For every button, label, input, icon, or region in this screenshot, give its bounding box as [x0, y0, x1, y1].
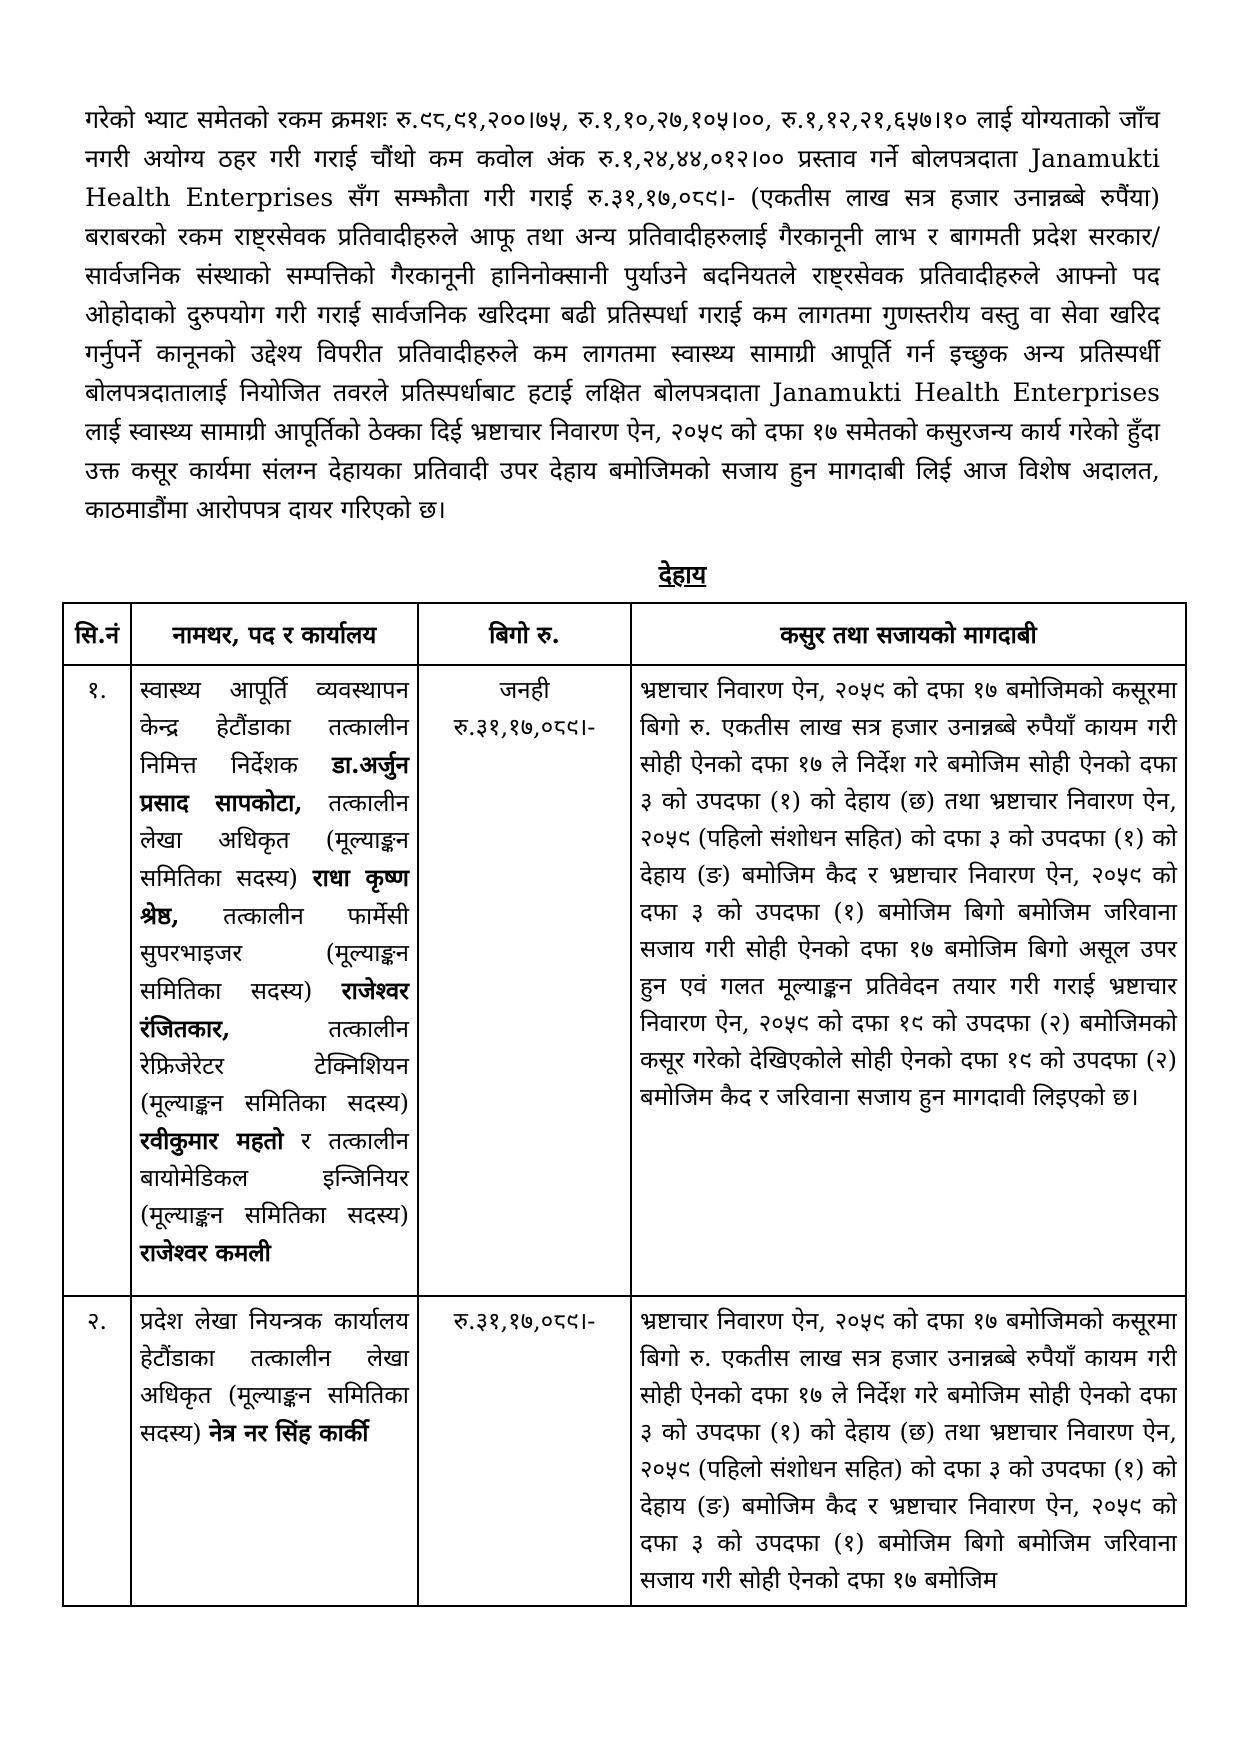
amount-line: रु.३१,१७,०८९।-	[453, 1307, 596, 1335]
header-offense-and-penalty: कसुर तथा सजायको मागदाबी	[631, 603, 1186, 665]
amount-cell	[418, 1296, 631, 1606]
charge-text-truncated: भ्रष्टाचार निवारण ऐन, २०५९ को दफा १७ बमोजिमको कसूरमा बिगो रु. एकतीस लाख सत्र हजार उनान्नब्बे रुपैयाँ कायम गरी सोही ऐनको दफा १७ ले निर्देश गरे बमोजिम सोही ऐनको दफा ३ को उपदफा (१) को देहाय (छ) तथा भ्रष्टाचार निवारण ऐन, २०५९ (पहिलो संशोधन सहित) को दफा ३ को उपदफा (१) को देहाय (ङ) बमोजिम कैद र भ्रष्टाचार निवारण ऐन, २०५९ को दफा ३ को उपदफा (१) बमोजिम बिगो बमोजिम जरिवाना सजाय गरी सोही ऐनको दफा १७ बमोजिम	[640, 1307, 1177, 1594]
charges-table	[62, 602, 1187, 1607]
header-claim-amount: बिगो रु.	[418, 603, 631, 665]
amount-line: रु.३१,१७,०८९।-	[453, 713, 596, 741]
defendant-name-text: स्वास्थ्य आपूर्ति व्यवस्थापन केन्द्र हेटौंडाका तत्कालीन निमित्त निर्देशक डा.अर्जुन प्रसाद सापकोटा, तत्कालीन लेखा अधिकृत (मूल्याङ्कन समितिका सदस्य) राधा कृष्ण श्रेष्ठ, तत्कालीन फार्मेसी सुपरभाइजर (मूल्याङ्कन समितिका सदस्य) राजेश्वर रंजितकार, तत्कालीन रेफ्रिजेरेटर टेक्निशियन (मूल्याङ्कन समितिका सदस्य) रवीकुमार महतो र तत्कालीन बायोमेडिकल इन्जिनियर (मूल्याङ्कन समितिका सदस्य) राजेश्वर कमली	[140, 676, 409, 1267]
defendant-name-cell	[131, 1296, 418, 1606]
header-serial-number: सि.नं	[63, 603, 131, 665]
defendant-name-cell	[131, 665, 418, 1296]
amount-cell	[418, 665, 631, 1296]
serial-number-cell: २.	[63, 1296, 131, 1606]
serial-number-cell: १.	[63, 665, 131, 1296]
table-row	[63, 1296, 1186, 1606]
header-name-post-office: नामथर, पद र कार्यालय	[131, 603, 418, 665]
table-title: देहाय	[658, 560, 707, 589]
intro-paragraph: गरेको भ्याट समेतको रकम क्रमशः रु.९८,९१,२००।७५, रु.१,१०,२७,१०५।००, रु.१,१२,२१,६५७।१० लाई योग्यताको जाँच नगरी अयोग्य ठहर गरी गराई चौंथो कम कवोल अंक रु.१,२४,४४,०१२।०० प्रस्ताव गर्ने बोलपत्रदाता Janamukti Health Enterprises सँग सम्झौता गरी गराई रु.३१,१७,०८९।- (एकतीस लाख सत्र हजार उनान्नब्बे रुपैंया) बराबरको रकम राष्ट्रसेवक प्रतिवादीहरुले आफू तथा अन्य प्रतिवादीहरुलाई गैरकानूनी लाभ र बागमती प्रदेश सरकार/सार्वजनिक संस्थाको सम्पत्तिको गैरकानूनी हानिनोक्सानी पुर्याउने बदनियतले राष्ट्रसेवक प्रतिवादीहरुले आफ्नो पद ओहोदाको दुरुपयोग गरी गराई सार्वजनिक खरिदमा बढी प्रतिस्पर्धा गराई कम लागतमा गुणस्तरीय वस्तु वा सेवा खरिद गर्नुपर्ने कानूनको उद्देश्य विपरीत प्रतिवादीहरुले कम लागतमा स्वास्थ्य सामाग्री आपूर्ति गर्न इच्छुक अन्य प्रतिस्पर्धी बोलपत्रदातालाई नियोजित तवरले प्रतिस्पर्धाबाट हटाई लक्षित बोलपत्रदाता Janamukti Health Enterprises लाई स्वास्थ्य सामाग्री आपूर्तिको ठेक्का दिई भ्रष्टाचार निवारण ऐन, २०५९ को दफा १७ समेतको कसुरजन्य कार्य गरेको हुँदा उक्त कसूर कार्यमा संलग्न देहायका प्रतिवादी उपर देहाय बमोजिमको सजाय हुन मागदाबी लिई आज विशेष अदालत, काठमाडौंमा आरोपपत्र दायर गरिएको छ।	[85, 105, 1160, 524]
amount-line: जनही	[499, 676, 550, 704]
defendant-name-text: प्रदेश लेखा नियन्त्रक कार्यालय हेटौंडाका तत्कालीन लेखा अधिकृत (मूल्याङ्कन समितिका सदस्य) नेत्र नर सिंह कार्की	[140, 1307, 409, 1447]
charge-cell	[631, 1296, 1186, 1606]
charge-cell: भ्रष्टाचार निवारण ऐन, २०५९ को दफा १७ बमोजिमको कसूरमा बिगो रु. एकतीस लाख सत्र हजार उनान्नब्बे रुपैयाँ कायम गरी सोही ऐनको दफा १७ ले निर्देश गरे बमोजिम सोही ऐनको दफा ३ को उपदफा (१) को देहाय (छ) तथा भ्रष्टाचार निवारण ऐन, २०५९ (पहिलो संशोधन सहित) को दफा ३ को उपदफा (१) को देहाय (ङ) बमोजिम कैद र भ्रष्टाचार निवारण ऐन, २०५९ को दफा ३ को उपदफा (१) बमोजिम बिगो बमोजिम जरिवाना सजाय गरी सोही ऐनको दफा १७ बमोजिम बिगो असूल उपर हुन एवं गलत मूल्याङ्कन प्रतिवेदन तयार गरी गराई भ्रष्टाचार निवारण ऐन, २०५९ को दफा १९ को उपदफा (२) बमोजिमको कसूर गरेको देखिएकोले सोही ऐनको दफा १९ को उपदफा (२) बमोजिम कैद र जरिवाना सजाय हुन मागदावी लिइएको छ।	[631, 665, 1186, 1296]
table-header-row	[63, 603, 1186, 665]
table-row	[63, 665, 1186, 1296]
